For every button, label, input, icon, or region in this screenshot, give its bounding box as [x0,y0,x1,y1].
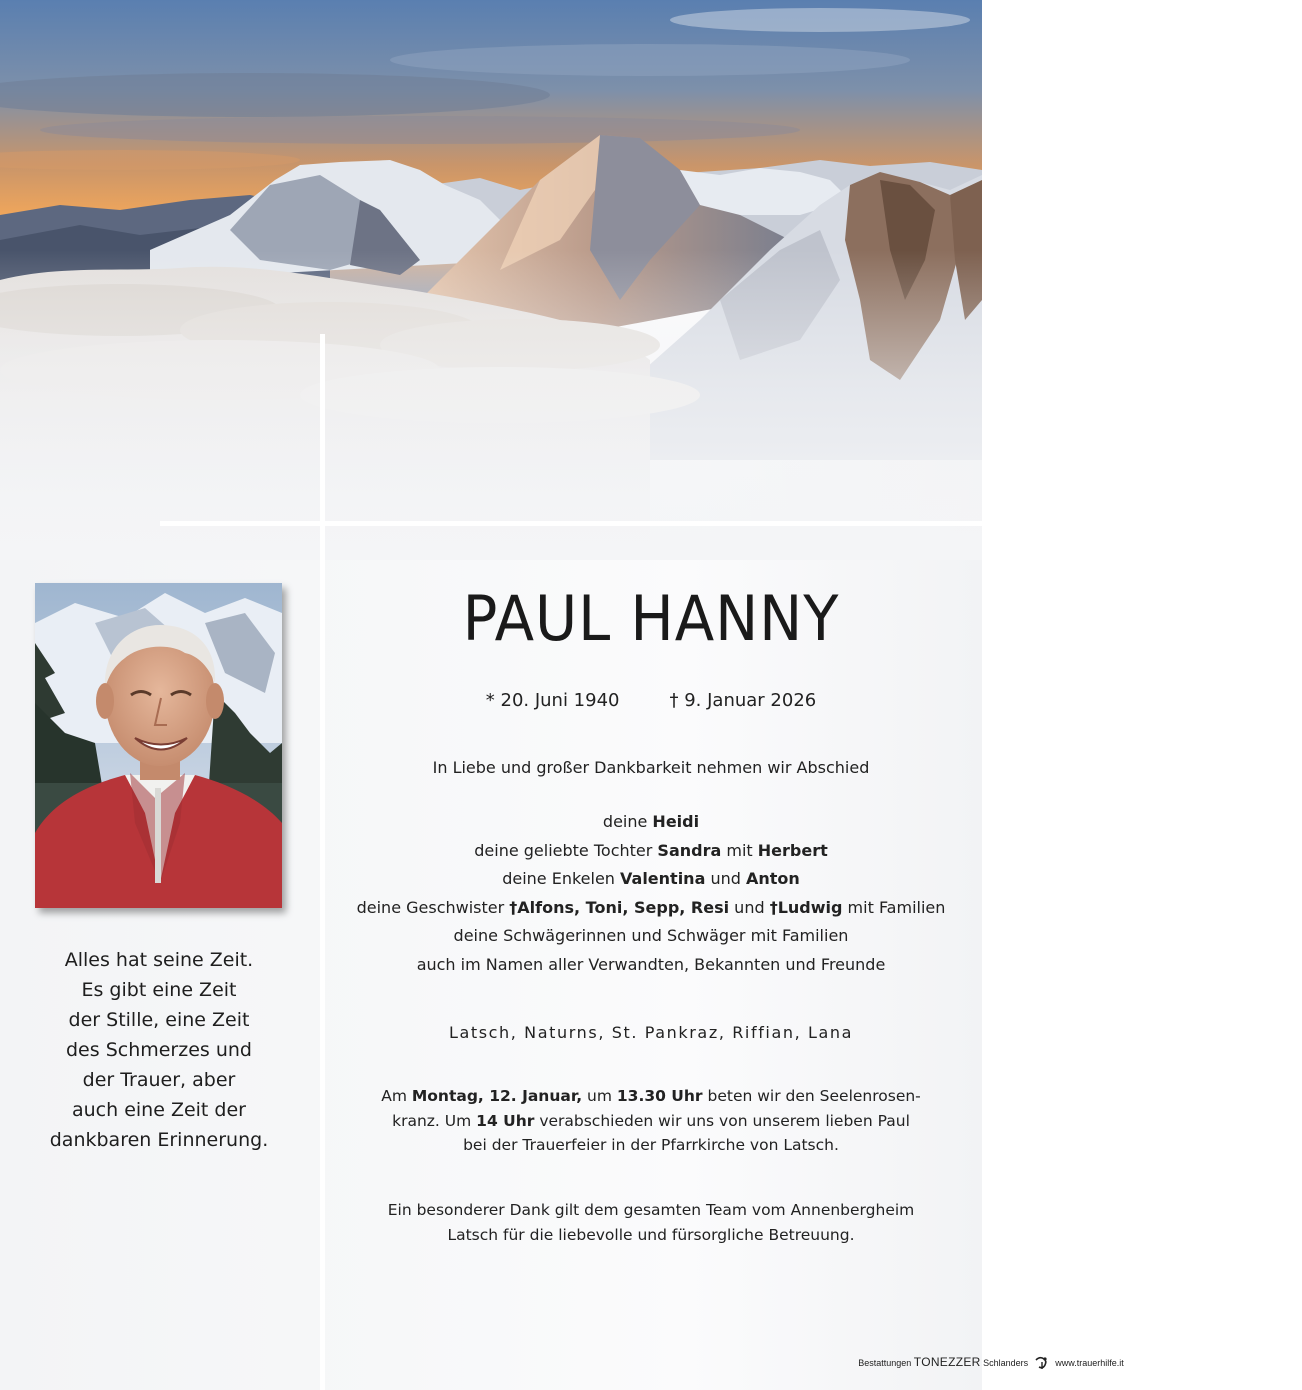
footer-suffix: Schlanders [980,1358,1029,1368]
death-date: † 9. Januar 2026 [669,690,817,711]
service-line: kranz. Um 14 Uhr verabschieden wir uns von unserem lieben Paul [392,1111,910,1130]
service-line: bei der Trauerfeier in der Pfarrkirche von Latsch. [463,1136,839,1154]
trauerhilfe-logo-icon [1034,1356,1050,1372]
memorial-quote [30,945,288,1155]
portrait-photo [35,583,282,908]
birth-date: * 20. Juni 1940 [485,690,620,711]
deceased-name: PAUL HANNY [462,582,840,655]
farewell-intro: In Liebe und großer Dankbarkeit nehmen wir Abschied [432,758,870,777]
quote-line: dankbaren Erinnerung. [49,1129,269,1151]
quote-line: der Stille, eine Zeit [68,1009,250,1031]
mourner-line: deine geliebte Tochter Sandra mit Herbert [474,840,828,860]
quote-line: Es gibt eine Zeit [81,979,237,1001]
funeral-home-footer [680,1355,1302,1372]
footer-brand: TONEZZER [913,1355,981,1369]
service-line: Am Montag, 12. Januar, um 13.30 Uhr beten wir den Seelenrosen- [381,1087,921,1105]
thanks-line: Ein besonderer Dank gilt dem gesamten Team vom Annenbergheim [387,1201,915,1219]
quote-line: des Schmerzes und [66,1039,252,1061]
places-line: Latsch, Naturns, St. Pankraz, Riffian, Lana [448,1023,854,1042]
mourner-line: deine Enkelen Valentina und Anton [502,869,800,889]
mourner-line: deine Heidi [602,812,700,831]
cross-vertical-bar [320,334,325,1390]
quote-line: der Trauer, aber [82,1069,236,1091]
mourner-line: deine Geschwister †Alfons, Toni, Sepp, Resi und †Ludwig mit Familien [356,897,946,917]
quote-line: Alles hat seine Zeit. [64,949,254,971]
cross-horizontal-bar [160,521,982,526]
mourners-list [340,808,962,980]
life-dates [340,690,962,711]
thanks-note [340,1198,962,1247]
footer-prefix: Bestattungen [858,1358,914,1368]
mountain-landscape-image [0,0,982,560]
footer-website: www.trauerhilfe.it [1055,1358,1124,1368]
mourner-line: deine Schwägerinnen und Schwäger mit Familien [453,926,849,946]
service-info [340,1084,962,1158]
quote-line: auch eine Zeit der [72,1099,246,1121]
mourner-line: auch im Namen aller Verwandten, Bekannten und Freunde [416,954,886,974]
thanks-line: Latsch für die liebevolle und fürsorgliche Betreuung. [447,1225,855,1244]
